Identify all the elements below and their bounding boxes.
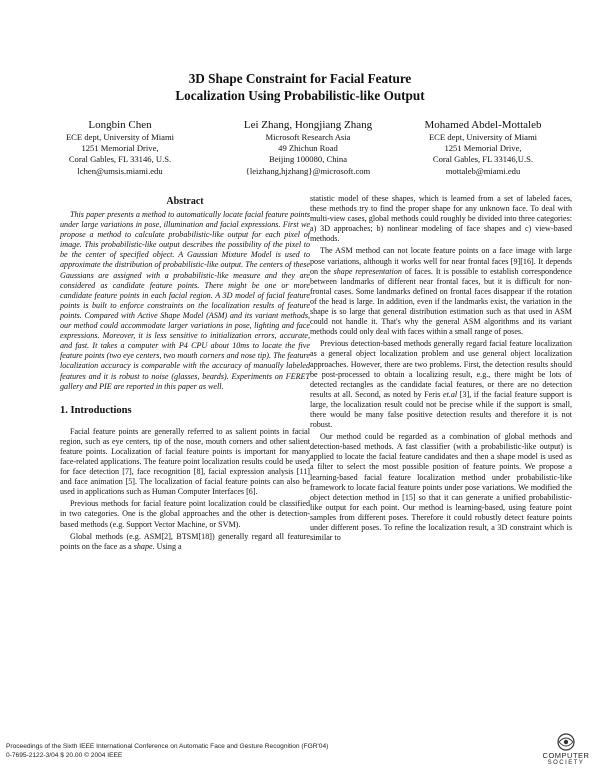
emphasis-etal: et.al: [443, 389, 458, 399]
author-name: Lei Zhang, Hongjiang Zhang: [243, 119, 373, 131]
author-city: Beijing 100080, China: [268, 154, 348, 165]
author-affiliation: ECE dept, University of Miami: [428, 132, 538, 142]
emphasis-shape-representation: shape representation: [333, 266, 402, 276]
logo-text-computer: COMPUTER: [542, 751, 590, 760]
author-name: Longbin Chen: [88, 119, 152, 131]
title-line-2: Localization Using Probabilistic-like Output: [175, 88, 425, 103]
author-city: Coral Gables, FL 33146,U.S.: [432, 154, 534, 165]
abstract-heading: Abstract: [166, 196, 204, 207]
computer-society-emblem-icon: [555, 732, 577, 752]
right-paragraph-detection: [310, 339, 572, 430]
author-city: Coral Gables, FL 33146, U.S.: [68, 154, 172, 165]
right-paragraph-method: Our method could be regarded as a combination of global methods and detection-based methods. A fast classifier (with a probabilistic-like output) is applied to locate the facial feature candidates and then a shape model is used as a filter to select the most possible position of feature points. We propose a learning-based facial feature localization method under probabilistic-like framework to locate facial feature points under pose variations. We modified the object detection method in [15] so that it can generate a unified probabilistic-like output for each point. Our method is learning-based, using feature point samples from different poses. Therefore it could robustly detect feature points under different poses. To refine the localization result, a 3D constraint which is similar to: [310, 432, 572, 543]
intro-paragraph-1: Facial feature points are generally referred to as salient points in facial region, such as eye centers, tip of the nose, mouth corners and other salient feature points. Localization of facial feature points is important for many face-related applications. The feature point localization results could be used for face detection [7], face recognition [8], facial expression analysis [11] and face animation [5]. The localization of facial feature points can also be used in applications such as Human Computer Interfaces [6].: [60, 426, 310, 497]
paper-title: [0, 70, 600, 104]
section-heading-introductions: 1. Introductions: [60, 404, 132, 416]
text-run: . Using a: [152, 541, 182, 551]
author-address: 49 Zhichun Road: [278, 143, 338, 154]
emphasis-shape: shape: [133, 541, 153, 551]
author-email: {leizhang,hjzhang}@microsoft.com: [245, 165, 371, 176]
author-block-2: [218, 118, 398, 177]
right-paragraph-asm: [310, 246, 572, 337]
author-block-3: [393, 118, 573, 177]
author-name: Mohamed Abdel-Mottaleb: [424, 119, 542, 131]
intro-paragraph-3: [60, 532, 310, 552]
right-paragraph-continued: statistic model of these shapes, which is learned from a set of labeled faces, these methods try to find the proper shape for any unknown face. To deal with multi-view cases, global methods could roughly be divided into three categories: a) 3D approaches; b) nonlinear modeling of face shapes and c) view-based methods.: [310, 194, 572, 244]
title-line-1: 3D Shape Constraint for Facial Feature: [188, 71, 412, 86]
right-column: [310, 194, 572, 545]
text-run: [3], if the facial feature support is large, the localization result could not be precise while if the support is small, there would be many false positive detection results and therefore it is not robust.: [310, 389, 572, 430]
text-run: The ASM method can not locate feature points on a face image with large pose variations, although it works well for near frontal faces [9][16]. It depends on the: [310, 246, 572, 276]
text-run: of faces. It is possible to establish correspondence between landmarks of different near frontal faces, but it is difficult for non-frontal cases. Some landmarks defined on frontal faces disappear if the rotation of the head is large. In addition, even if the landmarks exist, the variation in the shape is so large that general distribution estimation such as that used in ASM could not handle it. That's why the general ASM algorithms and its variant methods could only deal with faces within a small range of poses.: [310, 266, 572, 337]
proceedings-footer: [6, 743, 328, 760]
left-column: [60, 196, 310, 554]
logo-text-society: SOCIETY: [547, 760, 585, 766]
author-affiliation: Microsoft Research Asia: [265, 132, 351, 142]
text-run: Global methods (e.g. ASM[2], BTSM[18]) generally regard all feature points on the face as a: [60, 531, 310, 551]
footer-conference: Proceedings of the Sixth IEEE International Conference on Automatic Face and Gesture Recognition (FGR'04): [6, 743, 329, 750]
computer-society-logo: [540, 732, 592, 767]
footer-isbn: 0-7695-2122-3/04 $ 20.00 © 2004 IEEE: [6, 751, 123, 759]
text-run: Previous detection-based methods generally regard facial feature localization as a general object localization problem and use general object localization approaches. However, there are two problems. First, the detection results should be post-processed to obtain a localizing result, e.g., there might be lots of detected rectangles as the candidate facial features, or there are no detection results at all. Second, as noted by Feris: [310, 339, 572, 399]
author-address: 1251 Memorial Drive,: [444, 143, 522, 154]
abstract-text: This paper presents a method to automatically locate facial feature points under large variations in pose, illumination and facial expressions. First we propose a method to calculate probabilistic-like output for each pixel of image. This probabilistic-like output describes the possibility of the pixel to be the center of specified object. A Gaussian Mixture Model is used to approximate the distribution of probabilistic-like output. The centers of these Gaussians are assigned with a probabilistic-like measure and they are considered as candidate feature points. There might be one or more candidate feature points in each facial region. A 3D model of facial feature points is built to enforce constraints on the localization results of feature points. Compared with Active Shape Model (ASM) and its variant methods, our method could accommodate larger variations in pose, lighting and face expressions. Moreover, it is less sensitive to initialization errors, accurate, and fast. It takes a computer with P4 CPU about 10ms to locate the five feature points (two eye centers, two mouth corners and nose tip). The feature localization accuracy is comparable with the accuracy of manually labeled features and it is robust to noise (glasses, beards). Experiments on FERET gallery and PIE are reported in this paper as well.: [60, 210, 310, 391]
author-address: 1251 Memorial Drive,: [81, 143, 159, 154]
author-affiliation: ECE dept, University of Miami: [65, 132, 175, 142]
author-block-1: [30, 118, 210, 177]
author-email: lchen@umsis.miami.edu: [77, 165, 163, 176]
intro-paragraph-2: Previous methods for facial feature point localization could be classified in two categories. One is the global approaches and the other is detection-based methods (e.g. Support Vector Machine, or SVM).: [60, 499, 310, 529]
author-email: mottaleb@miami.edu: [445, 165, 521, 176]
